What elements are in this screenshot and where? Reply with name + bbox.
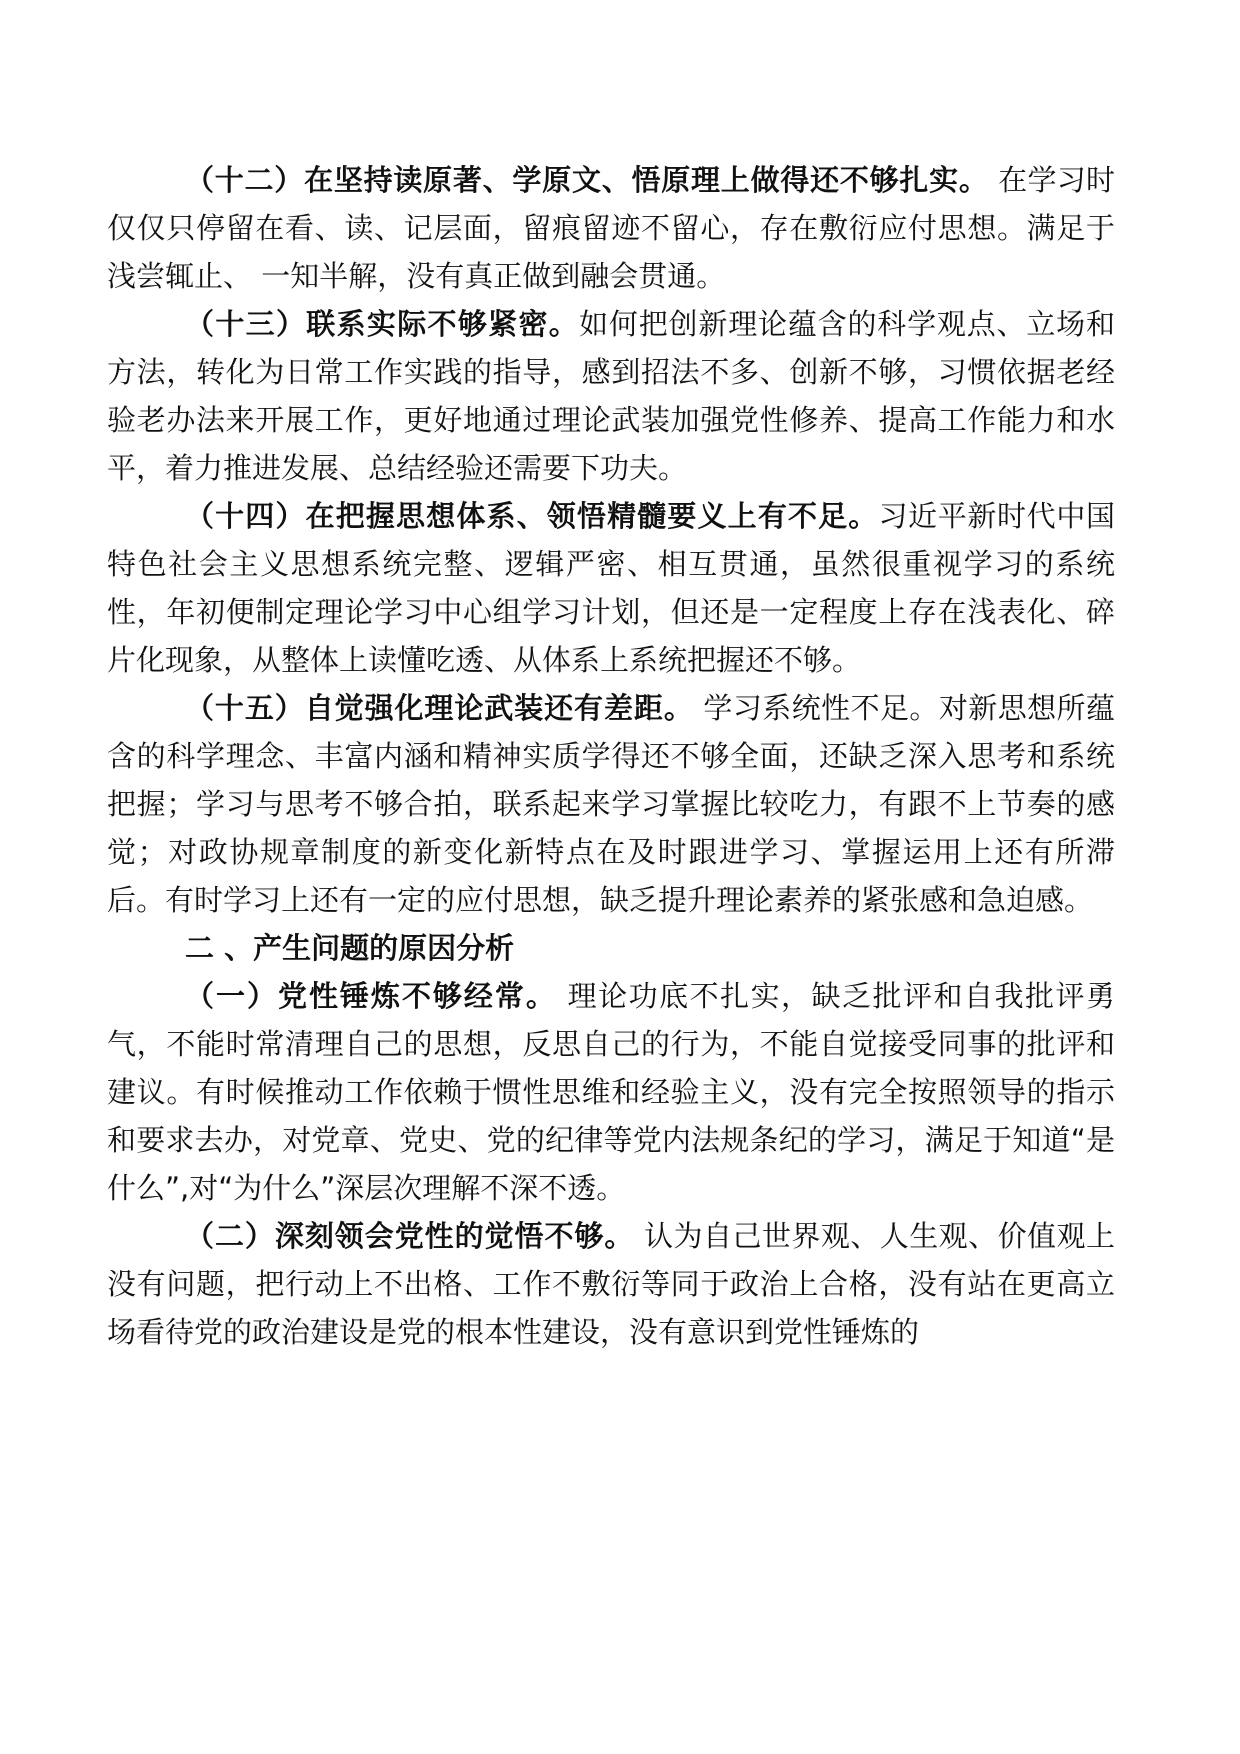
- section-heading: 二 、产生问题的原因分析: [185, 931, 515, 965]
- paragraph-13: [107, 300, 1115, 492]
- paragraph-15-body: 学习系统性不足。对新思想所蕴含的科学理念、丰富内涵和精神实质学得还不够全面，还缺乏深入思考和系统把握；学习与思考不够合拍，联系起来学习掌握比较吃力，有跟不上节奏的感觉；对政协规章制度的新变化新特点在及时跟进学习、掌握运用上还有所滞后。有时学习上还有一定的应付思想，缺乏提升理论素养的紧张感和急迫感。: [107, 691, 1115, 917]
- paragraph-15-heading: （十五）自觉强化理论武装还有差距。: [185, 691, 694, 725]
- cause-paragraph-1-body: 理论功底不扎实，缺乏批评和自我批评勇气，不能时常清理自己的思想，反思自己的行为，不能自觉接受同事的批评和建议。有时候推动工作依赖于惯性思维和经验主义，没有完全按照领导的指示和要求去办，对党章、党史、党的纪律等党内法规条纪的学习，满足于知道“是什么”,对“为什么”深层次理解不深不透。: [107, 979, 1115, 1205]
- cause-paragraph-1-heading: （一）党性锤炼不够经常。: [185, 979, 557, 1013]
- paragraph-14: [107, 492, 1115, 684]
- paragraph-14-body: 习近平新时代中国特色社会主义思想系统完整、逻辑严密、相互贯通，虽然很重视学习的系统性，年初便制定理论学习中心组学习计划，但还是一定程度上存在浅表化、碎片化现象，从整体上读懂吃透、从体系上系统把握还不够。: [107, 499, 1115, 677]
- paragraph-13-heading: （十三）联系实际不够紧密。: [185, 307, 580, 341]
- paragraph-14-heading: （十四）在把握思想体系、领悟精髓要义上有不足。: [185, 499, 879, 533]
- cause-paragraph-1: [107, 972, 1115, 1212]
- paragraph-13-body: 如何把创新理论蕴含的科学观点、立场和方法，转化为日常工作实践的指导，感到招法不多、创新不够，习惯依据老经验老办法来开展工作，更好地通过理论武装加强党性修养、提高工作能力和水平，着力推进发展、总结经验还需要下功夫。: [107, 307, 1115, 485]
- cause-paragraph-2-body: 认为自己世界观、人生观、价值观上没有问题，把行动上不出格、工作不敷衍等同于政治上合格，没有站在更高立场看待党的政治建设是党的根本性建设，没有意识到党性锤炼的: [107, 1219, 1115, 1349]
- paragraph-12-body: 在学习时仅仅只停留在看、读、记层面，留痕留迹不留心，存在敷衍应付思想。满足于浅尝辄止、 一知半解，没有真正做到融会贯通。: [107, 163, 1115, 293]
- paragraph-12: [107, 156, 1115, 300]
- cause-paragraph-2: [107, 1212, 1115, 1356]
- document-body: [107, 156, 1115, 1356]
- paragraph-15: [107, 684, 1115, 924]
- paragraph-12-heading: （十二）在坚持读原著、学原文、悟原理上做得还不够扎实。: [185, 163, 989, 197]
- cause-paragraph-2-heading: （二）深刻领会党性的觉悟不够。: [185, 1219, 635, 1253]
